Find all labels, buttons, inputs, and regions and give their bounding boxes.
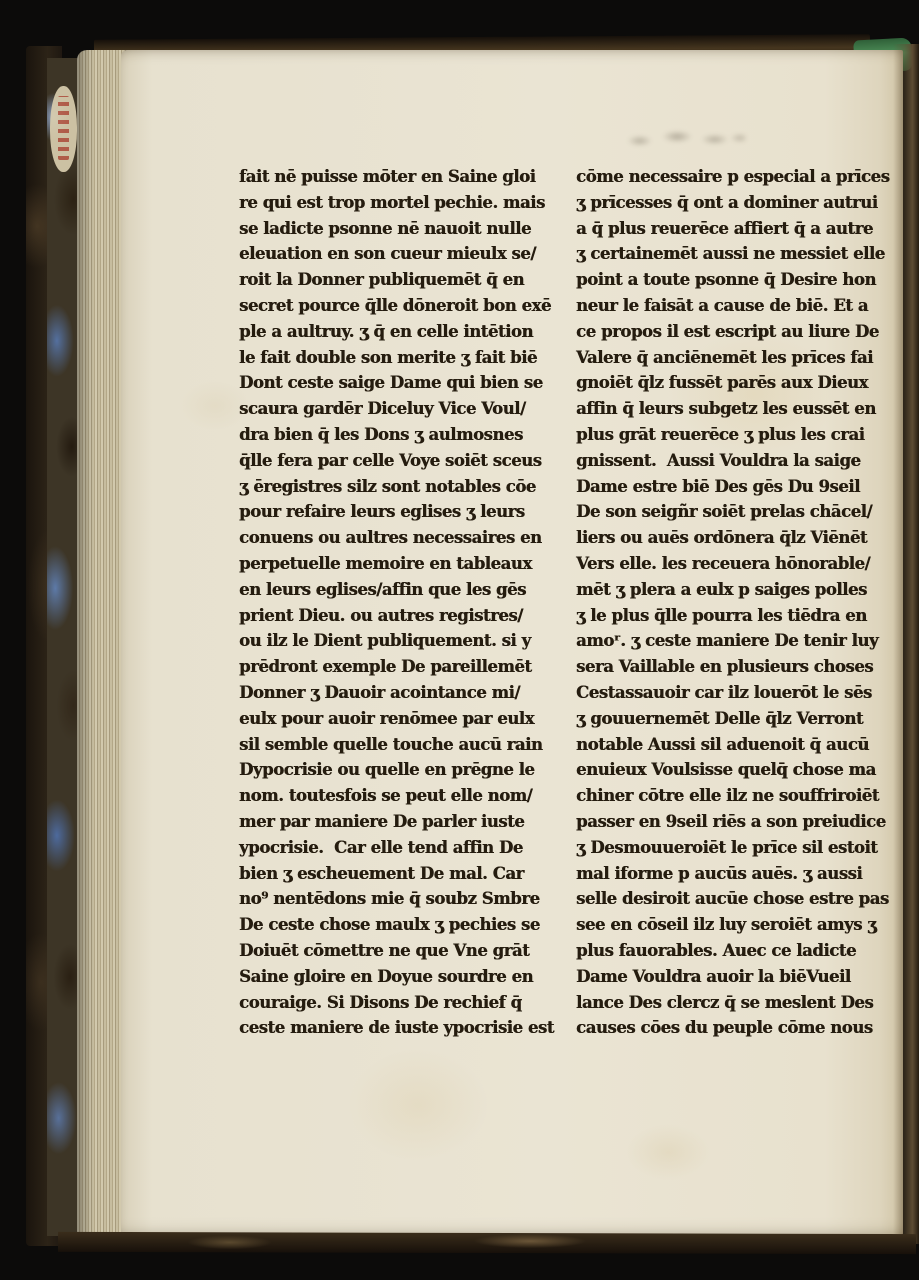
text-line: ʒ ēregistres silz sont notables cōe [239, 476, 536, 496]
text-line: ypocrisie. Car elle tend affin De [239, 837, 523, 857]
text-line: ʒ le plus q̄lle pourra les tiēdra en [576, 605, 867, 625]
text-line: De ceste chose maulx ʒ pechies se [239, 915, 540, 935]
ink-showthrough [621, 124, 746, 152]
text-line: eleuation en son cueur mieulx se/ [239, 244, 536, 264]
text-line: ce propos il est escript au liure De [576, 321, 879, 341]
text-line: couraige. Si Disons De rechief q̄ [239, 992, 522, 1012]
text-line: plus grāt reuerēce ʒ plus les crai [576, 424, 865, 444]
text-line: sera Vaillable en plusieurs choses [576, 657, 874, 677]
text-line: gnissent. Aussi Vouldra la saige [576, 450, 861, 470]
text-line: Vers elle. les receuera hōnorable/ [576, 553, 871, 573]
text-line: notable Aussi sil aduenoit q̄ aucū [576, 734, 869, 754]
text-line: ou ilz le Dient publiquement. si y [239, 631, 531, 651]
text-line: ʒ gouuernemēt Delle q̄lz Verront [576, 708, 864, 728]
spine-shelf-label [50, 86, 77, 172]
text-line: lance Des clercz q̄ se meslent Des [576, 992, 874, 1012]
page-edge-stack [77, 50, 125, 1238]
text-line: gnoiēt q̄lz fussēt parēs aux Dieux [576, 373, 868, 393]
text-line: Donner ʒ Dauoir acointance mi/ [239, 682, 520, 702]
text-line: liers ou auēs ordōnera q̄lz Viēnēt [576, 528, 868, 548]
text-line: ple a aultruy. ʒ q̄ en celle intētion [239, 321, 533, 341]
text-line: ceste maniere de iuste ypocrisie est [239, 1018, 554, 1038]
text-line: neur le faisāt a cause de biē. Et a [576, 295, 868, 315]
text-line: point a toute psonne q̄ Desire hon [576, 270, 876, 290]
gutter-shadow [893, 44, 919, 1244]
text-line: Doiuēt cōmettre ne que Vne grāt [239, 940, 530, 960]
text-line: Dypocrisie ou quelle en prēgne le [239, 760, 535, 780]
text-line: q̄lle fera par celle Voye soiēt sceus [239, 450, 542, 470]
text-line: conuens ou aultres necessaires en [239, 528, 542, 548]
text-line: amoʳ. ʒ ceste maniere De tenir luy [576, 631, 879, 651]
text-line: De son seigñr soiēt prelas chācel/ [576, 502, 873, 522]
text-line: bien ʒ escheuement De mal. Car [239, 863, 524, 883]
text-line: mer par maniere De parler iuste [239, 811, 525, 831]
text-column-right [576, 164, 906, 1041]
text-column-left [239, 164, 561, 1041]
text-line: mal iforme p aucūs auēs. ʒ aussi [576, 863, 863, 883]
text-line: fait nē puisse mōter en Saine gloi [239, 167, 536, 186]
text-line: no⁹ nentēdons mie q̄ soubz Smbre [239, 889, 540, 909]
text-line: secret pource q̄lle dōneroit bon exē [239, 295, 551, 315]
text-line: roit la Donner publiquemēt q̄ en [239, 270, 525, 290]
text-line: affin q̄ leurs subgetz les eussēt en [576, 399, 876, 419]
text-line: se ladicte psonne nē nauoit nulle [239, 218, 532, 238]
text-line: ʒ Desmouueroiēt le prīce sil estoit [576, 837, 878, 857]
text-line: prient Dieu. ou autres registres/ [239, 605, 523, 625]
book-bottom-edge [58, 1232, 916, 1254]
text-line: Dont ceste saige Dame qui bien se [239, 373, 543, 393]
text-line: ʒ prīcesses q̄ ont a dominer autrui [576, 192, 878, 212]
text-line: enuieux Voulsisse quelq̄ chose ma [576, 760, 876, 780]
text-line: cōme necessaire p especial a prīces [576, 167, 890, 186]
text-line: sil semble quelle touche aucū rain [239, 734, 543, 754]
text-line: Saine gloire en Doyue sourdre en [239, 966, 534, 986]
text-line: see en cōseil ilz luy seroiēt amys ʒ [576, 915, 877, 935]
text-line: ʒ certainemēt aussi ne messiet elle [576, 244, 885, 264]
text-line: chiner cōtre elle ilz ne souffriroiēt [576, 786, 879, 806]
text-line: scaura gardēr Diceluy Vice Voul/ [239, 399, 526, 419]
text-line: Cestassauoir car ilz louerōt le sēs [576, 682, 872, 702]
shelf-label-red-text [58, 96, 69, 160]
text-line: eulx pour auoir renōmee par eulx [239, 708, 534, 728]
text-line: mēt ʒ plera a eulx p saiges polles [576, 579, 867, 599]
text-line: prēdront exemple De pareillemēt [239, 657, 532, 677]
text-line: re qui est trop mortel pechie. mais [239, 192, 545, 212]
text-line: dra bien q̄ les Dons ʒ aulmosnes [239, 424, 523, 444]
text-line: causes cōes du peuple cōme nous [576, 1018, 873, 1038]
marbled-endpaper [47, 58, 80, 1236]
book-page [121, 50, 903, 1235]
text-line: pour refaire leurs eglises ʒ leurs [239, 502, 525, 522]
text-line: le fait double son merite ʒ fait biē [239, 347, 537, 367]
text-line: selle desiroit aucūe chose estre pas [576, 889, 889, 909]
text-line: en leurs eglises/affin que les gēs [239, 579, 526, 599]
text-line: nom. toutesfois se peut elle nom/ [239, 786, 533, 806]
text-line: Valere q̄ anciēnemēt les prīces fai [576, 347, 873, 367]
text-line: plus fauorables. Auec ce ladicte [576, 940, 856, 960]
text-line: perpetuelle memoire en tableaux [239, 553, 532, 573]
text-line: Dame estre biē Des gēs Du 9seil [576, 476, 860, 496]
text-line: a q̄ plus reuerēce affiert q̄ a autre [576, 218, 873, 238]
text-line: passer en 9seil riēs a son preiudice [576, 811, 886, 831]
text-line: Dame Vouldra auoir la biēVueil [576, 966, 851, 986]
